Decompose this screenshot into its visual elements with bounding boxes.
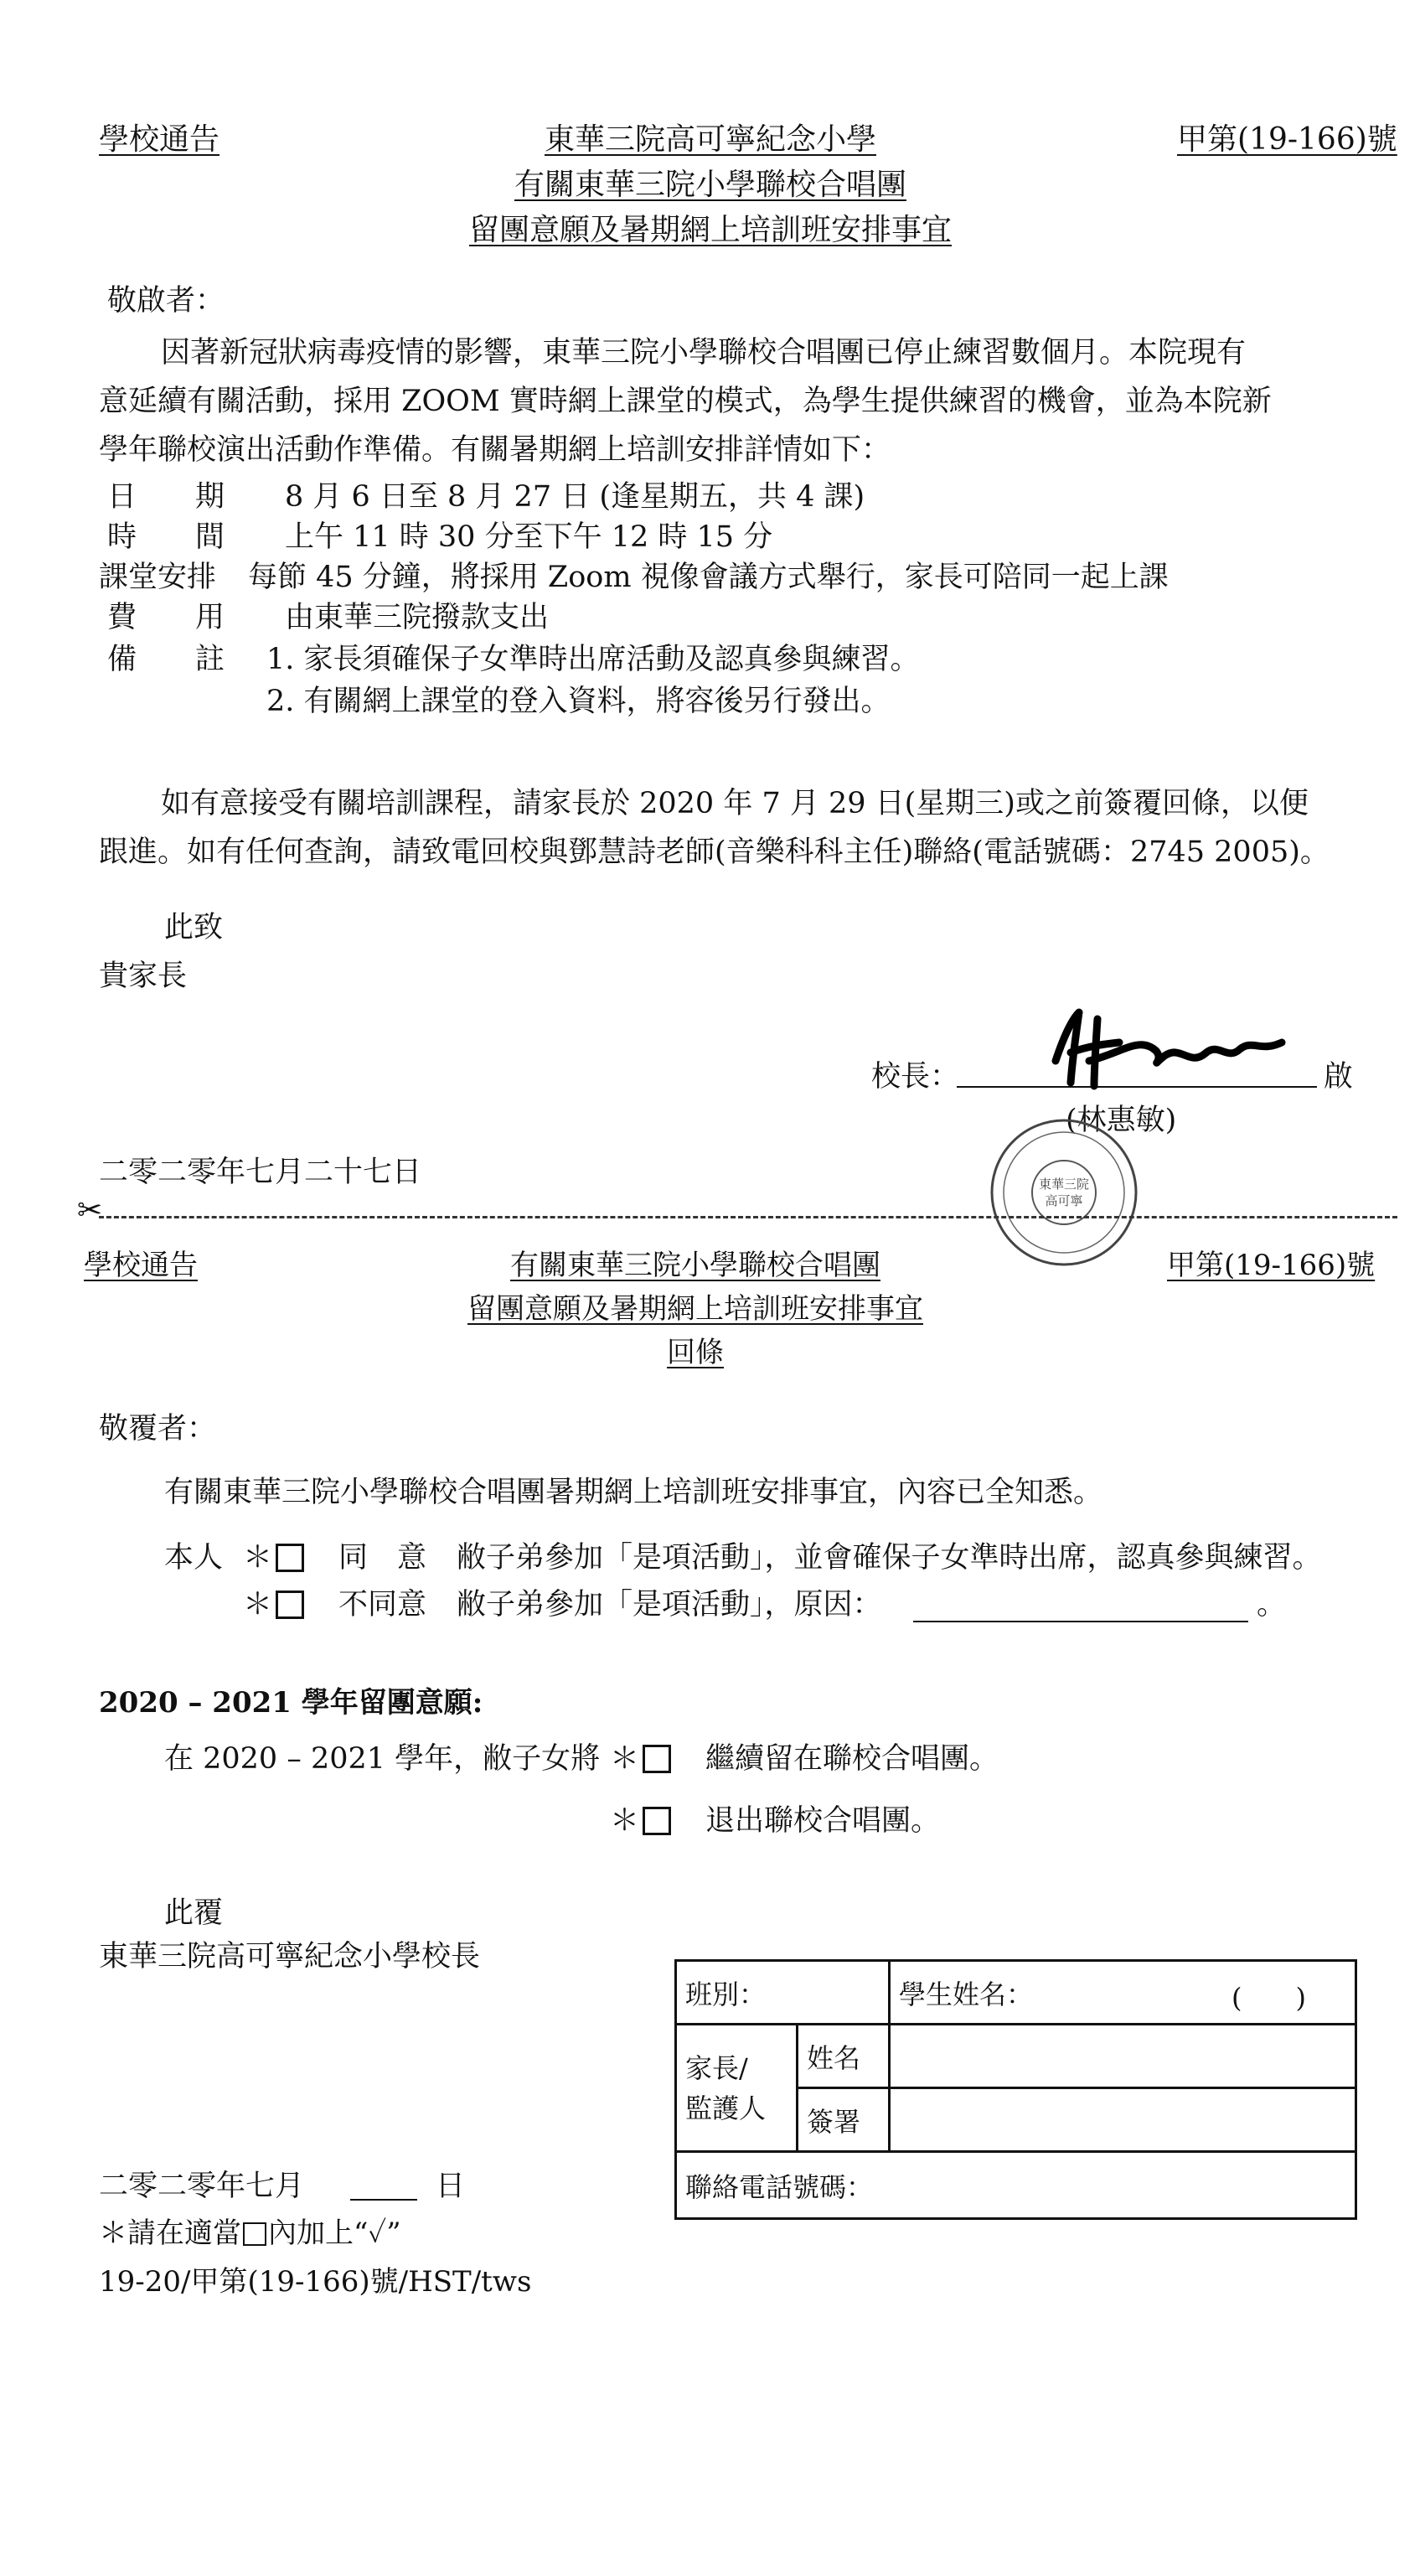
- student-name-label: 學生姓名：: [899, 1978, 1034, 2010]
- reply-self-label: 本人: [164, 1541, 224, 1575]
- detail-remark-2: 2. 有關網上課堂的登入資料，將容後另行發出。: [266, 685, 891, 718]
- notice-date: 二零二零年七月二十七日: [99, 1156, 422, 1189]
- quit-checkbox[interactable]: ＊: [610, 1797, 674, 1845]
- detail-time-value: 上午 11 時 30 分至下午 12 時 15 分: [285, 520, 773, 554]
- reply-date-suffix: 日: [436, 2170, 466, 2203]
- detail-remark-label: 備 註: [107, 643, 225, 676]
- svg-text:高可寧: 高可寧: [1045, 1193, 1083, 1208]
- name-label: 姓名: [807, 2041, 861, 2074]
- guardian-name-field[interactable]: [890, 2025, 1356, 2088]
- paragraph-2-line-1: 如有意接受有關培訓課程，請家長於 2020 年 7 月 29 日(星期三)或之前簽覆回條，以便: [161, 787, 1309, 820]
- subject-line-2: 留團意願及暑期網上培訓班安排事宜: [468, 213, 952, 247]
- continue-checkbox[interactable]: ＊: [610, 1735, 674, 1783]
- reply-title-line-2: 留團意願及暑期網上培訓班安排事宜: [467, 1292, 923, 1326]
- tick-instruction-suffix: 內加上“✓”: [268, 2216, 401, 2250]
- reply-addressee: 東華三院高可寧紀念小學校長: [99, 1940, 481, 1973]
- reference-number: 甲第(19-166)號: [1177, 122, 1397, 157]
- agree-text: 敝子弟參加「是項活動」，並會確保子女準時出席，認真參與練習。: [457, 1541, 1322, 1575]
- svg-text:東華三院: 東華三院: [1038, 1177, 1090, 1192]
- salutation: 敬啟者：: [107, 284, 225, 318]
- detail-fee-label: 費 用: [107, 601, 225, 634]
- reply-reference-number: 甲第(19-166)號: [1167, 1249, 1376, 1282]
- paragraph-1-line-3: 學年聯校演出活動作準備。有關暑期網上培訓安排詳情如下：: [99, 433, 891, 467]
- principal-name: (林惠敏): [1066, 1104, 1177, 1137]
- addressee: 貴家長: [99, 960, 188, 993]
- principal-end: 啟: [1324, 1060, 1354, 1094]
- detail-time-label: 時 間: [107, 520, 225, 554]
- scissors-icon: ✂: [77, 1193, 103, 1228]
- sign-label: 簽署: [807, 2105, 861, 2138]
- school-name: 東華三院高可寧紀念小學: [544, 122, 876, 157]
- student-name-field[interactable]: [890, 1961, 1356, 2025]
- detail-fee-value: 由東華三院撥款支出: [285, 601, 550, 634]
- guardian-signature-field[interactable]: [890, 2088, 1356, 2152]
- disagree-checkbox[interactable]: ＊: [243, 1580, 307, 1629]
- cut-line: [99, 1216, 1397, 1218]
- paragraph-1-line-1: 因著新冠狀病毒疫情的影響，東華三院小學聯校合唱團已停止練習數個月。本院現有: [161, 336, 1247, 370]
- paragraph-1-line-2: 意延續有關活動，採用 ZOOM 實時網上課堂的模式，為學生提供練習的機會，並為本院新: [99, 385, 1272, 418]
- disagree-text: 敝子弟參加「是項活動」，原因：: [457, 1588, 882, 1622]
- detail-date-label: 日 期: [107, 480, 225, 514]
- reply-title-line-3: 回條: [667, 1336, 724, 1369]
- year-heading: 2020 – 2021 學年留團意願:: [99, 1686, 483, 1720]
- reply-closing: 此覆: [164, 1896, 224, 1930]
- reply-acknowledgement: 有關東華三院小學聯校合唱團暑期網上培訓班安排事宜，內容已全知悉。: [164, 1476, 1103, 1509]
- detail-class-label: 課堂安排: [99, 561, 217, 594]
- tick-instruction: [99, 2209, 401, 2258]
- year-lead: 在 2020 – 2021 學年，敝子女將: [164, 1742, 601, 1776]
- class-label: 班別：: [685, 1978, 767, 2010]
- closing-phrase: 此致: [164, 911, 224, 944]
- disagree-end: 。: [1257, 1588, 1287, 1622]
- footer-reference: 19-20/甲第(19-166)號/HST/tws: [99, 2265, 532, 2299]
- class-field[interactable]: [676, 1961, 890, 2025]
- student-number-field: ( ): [1232, 1982, 1306, 2014]
- principal-signature: [1039, 1002, 1290, 1094]
- sign-label-cell: [798, 2088, 890, 2152]
- phone-label: 聯絡電話號碼：: [685, 2170, 874, 2203]
- detail-class-value: 每節 45 分鐘，將採用 Zoom 視像會議方式舉行，家長可陪同一起上課: [248, 561, 1169, 594]
- tick-instruction-prefix: ＊請在適當: [99, 2216, 241, 2250]
- detail-date-value: 8 月 6 日至 8 月 27 日 (逢星期五，共 4 課): [285, 480, 865, 514]
- tick-box-icon: [243, 2222, 266, 2246]
- guardian-label-2: 監護人: [685, 2092, 767, 2124]
- paragraph-2-line-2: 跟進。如有任何查詢，請致電回校與鄧慧詩老師(音樂科科主任)聯絡(電話號碼：2745 2005)。: [99, 835, 1330, 869]
- reply-date-prefix: 二零二零年七月: [99, 2170, 305, 2203]
- notice-tag: 學校通告: [99, 122, 220, 157]
- principal-label: 校長：: [871, 1060, 960, 1094]
- disagree-label: 不同意: [338, 1588, 427, 1622]
- detail-remark-1: 1. 家長須確保子女準時出席活動及認真參與練習。: [266, 643, 920, 676]
- phone-field[interactable]: [676, 2152, 1356, 2219]
- reply-info-table: [674, 1959, 1357, 2220]
- agree-label: 同 意: [338, 1541, 427, 1575]
- agree-checkbox[interactable]: ＊: [243, 1534, 307, 1582]
- reason-input-line[interactable]: [913, 1621, 1248, 1622]
- reply-title-line-1: 有關東華三院小學聯校合唱團: [510, 1249, 880, 1282]
- reply-tag: 學校通告: [84, 1249, 198, 1282]
- continue-option: 繼續留在聯校合唱團。: [705, 1742, 999, 1776]
- reply-date-input[interactable]: [350, 2199, 417, 2201]
- reply-salutation: 敬覆者：: [99, 1412, 217, 1446]
- guardian-label-1: 家長/: [685, 2051, 748, 2084]
- guardian-label-cell: [676, 2025, 798, 2152]
- quit-option: 退出聯校合唱團。: [705, 1804, 941, 1838]
- name-label-cell: [798, 2025, 890, 2088]
- subject-line-1: 有關東華三院小學聯校合唱團: [514, 168, 906, 202]
